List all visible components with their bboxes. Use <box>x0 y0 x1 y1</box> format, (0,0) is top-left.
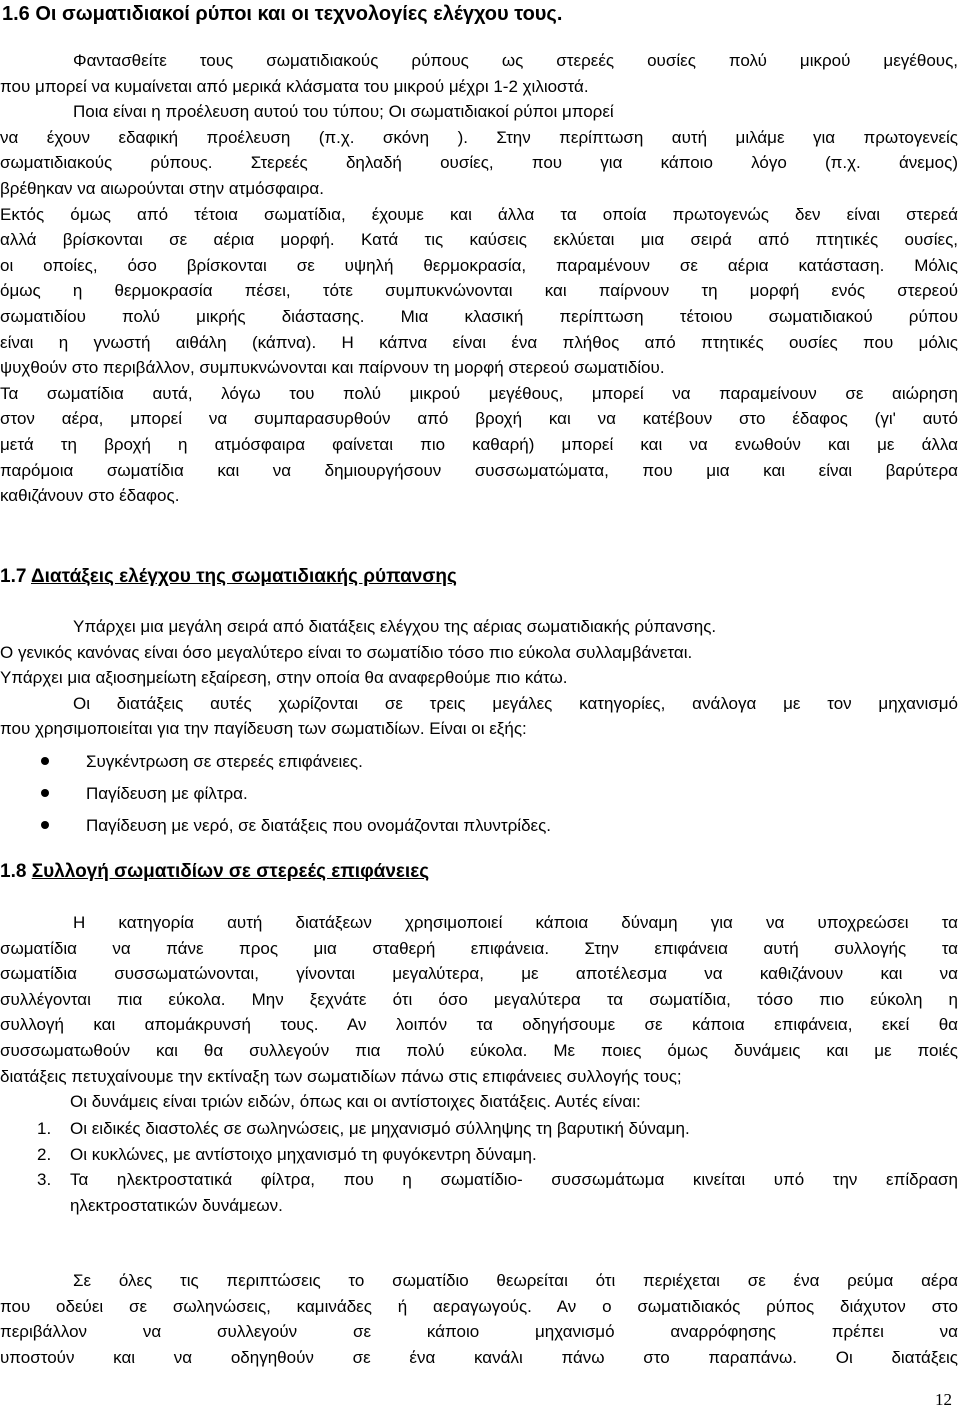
text-line: ψυχθούν στο περιβάλλον, συμπυκνώνονται και παίρνουν τη μορφή στερεού σωματιδίου. <box>0 358 665 378</box>
section-heading-1-7 <box>0 565 457 589</box>
text-line: Εκτός όμως από τέτοια σωματίδια, έχουμε και άλλα τα οποία πρωτογενώς δεν είναι στερεά <box>0 204 958 224</box>
list-item <box>0 1142 958 1168</box>
list-number: 1. <box>37 1119 52 1138</box>
bullet-icon <box>41 789 49 797</box>
text-line: βρέθηκαν να αιωρούνται στην ατμόσφαιρα. <box>0 178 324 198</box>
text-line: διατάξεις πετυχαίνουμε την εκτίναξη των σωματιδίων πάνω στις επιφάνειες συλλογής τους; <box>0 1066 682 1086</box>
text-line: συλλέγονται πια εύκολα. Μην ξεχνάτε ότι όσο μεγαλύτερα τα σωματίδια, τόσο πιο εύκολη η <box>0 989 958 1009</box>
bullet-icon <box>41 821 49 829</box>
text-line: υποστούν και να οδηγηθούν σε ένα κανάλι πάνω στο παραπάνω. Οι διατάξεις <box>0 1347 958 1367</box>
list-item <box>0 781 958 813</box>
list-item-text: ηλεκτροστατικών δυνάμεων. <box>70 1195 283 1215</box>
list-number: 2. <box>37 1144 52 1164</box>
text-line: συσσωματωθούν και θα συλλεγούν πια πολύ εύκολα. Με ποιες όμως δυνάμεις και με ποιές <box>0 1040 958 1060</box>
text-line: που οδεύει σε σωληνώσεις, καμινάδες ή αεραγωγούς. Αν ο σωματιδιακός ρύπος διάχυτον στο <box>0 1296 958 1316</box>
text-line: σωματίδια να πάνε προς μια σταθερή επιφάνεια. Στην επιφάνεια αυτή συλλογής τα <box>0 938 958 958</box>
section-number: 1.8 <box>0 861 32 882</box>
text-line: Η κατηγορία αυτή διατάξεων χρησιμοποιεί κάποια δύναμη για να υποχρεώσει τα <box>73 913 958 932</box>
list-item <box>0 813 958 845</box>
section-title: Διατάξεις ελέγχου της σωματιδιακής ρύπανσης <box>31 566 457 587</box>
section-heading-1-8 <box>0 860 429 884</box>
list-item-text: Οι κυκλώνες, με αντίστοιχο μηχανισμό τη φυγόκεντρη δύναμη. <box>70 1144 537 1164</box>
text-line: Σε όλες τις περιπτώσεις το σωματίδιο θεωρείται ότι περιέχεται σε ένα ρεύμα αέρα <box>73 1271 958 1290</box>
text-line: καθιζάνουν στο έδαφος. <box>0 486 180 506</box>
text-line: οι οποίες, όσο βρίσκονται σε υψηλή θερμοκρασία, παραμένουν σε αέρια κατάσταση. Μόλις <box>0 255 958 275</box>
text-line: σωματιδίου πολύ μικρής διάστασης. Μια κλασική περίπτωση τέτοιου σωματιδιακού ρύπου <box>0 306 958 326</box>
text-line: Οι διατάξεις αυτές χωρίζονται σε τρεις μεγάλες κατηγορίες, ανάλογα με τον μηχανισμό <box>73 693 958 713</box>
text-line: Τα σωματίδια αυτά, λόγω του πολύ μικρού μεγέθους, μπορεί να παραμείνουν σε αιώρηση <box>0 383 958 403</box>
text-line: που μπορεί να κυμαίνεται από μερικά κλάσματα του μικρού μέχρι 1-2 χιλιοστά. <box>0 76 589 96</box>
list-item-text: Παγίδευση με φίλτρα. <box>86 784 248 803</box>
numbered-list <box>0 1116 958 1218</box>
list-item <box>0 749 958 781</box>
text-line: σωματιδιακούς ρύπους. Στερεές δηλαδή ουσίες, που για κάποιο λόγο (π.χ. άνεμος) <box>0 153 958 173</box>
section-1-8-closing <box>0 1268 958 1370</box>
text-line: σωματίδια συσσωματώνονται, γίνονται μεγαλύτερα, με αποτέλεσμα να καθιζάνουν και να <box>0 964 958 984</box>
text-line: να έχουν εδαφική προέλευση (π.χ. σκόνη ). Στην περίπτωση αυτή μιλάμε για πρωτογενείς <box>0 127 958 147</box>
list-item <box>0 1116 958 1142</box>
section-title: Συλλογή σωματιδίων σε στερεές επιφάνειες <box>31 861 430 882</box>
section-1-8-body <box>0 910 958 1115</box>
text-line: Ο γενικός κανόνας είναι όσο μεγαλύτερο είναι το σωματίδιο τόσο πιο εύκολα συλλαμβάνεται. <box>0 642 693 662</box>
text-line: Υπάρχει μια αξιοσημείωτη εξαίρεση, στην οποία θα αναφερθούμε πιο κάτω. <box>0 668 568 688</box>
text-line: μετά τη βροχή η ατμόσφαιρα φαίνεται πιο καθαρή) μπορεί και να ενωθούν και με άλλα <box>0 434 958 454</box>
text-line: Φαντασθείτε τους σωματιδιακούς ρύπους ως στερεές ουσίες πολύ μικρού μεγέθους, <box>73 51 958 70</box>
section-heading-1-6: 1.6 Οι σωματιδιακοί ρύποι και οι τεχνολογίες ελέγχου τους. <box>2 3 563 25</box>
list-item <box>0 1167 958 1218</box>
text-line: όμως η θερμοκρασία πέσει, τότε συμπυκνώνονται και παίρνουν τη μορφή ενός στερεού <box>0 281 958 301</box>
text-line: αλλά βρίσκονται σε αέρια μορφή. Κατά τις καύσεις εκλύεται μια σειρά από πτητικές ουσίες, <box>0 230 958 250</box>
section-1-6-body <box>0 48 958 509</box>
text-line: συλλογή και απομάκρυνσή τους. Αν λοιπόν τα οδηγήσουμε σε κάποια επιφάνεια, εκεί θα <box>0 1015 958 1035</box>
page-number: 12 <box>935 1390 952 1409</box>
bullet-icon <box>41 757 49 765</box>
list-item-text: Τα ηλεκτροστατικά φίλτρα, που η σωματίδιο- συσσωμάτωμα κινείται υπό την επίδραση <box>70 1170 958 1190</box>
section-number: 1.7 <box>0 566 31 587</box>
list-item-text: Συγκέντρωση σε στερεές επιφάνειες. <box>86 752 363 771</box>
text-line: είναι η γνωστή αιθάλη (κάπνα). Η κάπνα είναι ένα πλήθος από πτητικές ουσίες που μόλις <box>0 332 958 352</box>
text-line: παρόμοια σωματίδια και να δημιουργήσουν συσσωματώματα, που μια και είναι βαρύτερα <box>0 460 958 480</box>
text-line: που χρησιμοποιείται για την παγίδευση των σωματιδίων. Είναι οι εξής: <box>0 719 527 739</box>
text-line: στον αέρα, μπορεί να συμπαρασυρθούν από βροχή και να κατέβουν στο έδαφος (γι' αυτό <box>0 409 958 429</box>
list-number: 3. <box>37 1170 52 1190</box>
list-item-text: Παγίδευση με νερό, σε διατάξεις που ονομάζονται πλυντρίδες. <box>86 816 552 835</box>
text-line: περιβάλλον να συλλεγούν σε κάποιο μηχανισμό αναρρόφησης πρέπει να <box>0 1322 958 1342</box>
section-1-7-body <box>0 614 958 742</box>
bullet-list <box>0 749 958 845</box>
text-line: Οι δυνάμεις είναι τριών ειδών, όπως και οι αντίστοιχες διατάξεις. Αυτές είναι: <box>70 1092 641 1112</box>
text-line: Ποια είναι η προέλευση αυτού του τύπου; Οι σωματιδιακοί ρύποι μπορεί <box>73 102 614 122</box>
text-line: Υπάρχει μια μεγάλη σειρά από διατάξεις ελέγχου της αέριας σωματιδιακής ρύπανσης. <box>73 617 717 636</box>
list-item-text: Οι ειδικές διαστολές σε σωληνώσεις, με μηχανισμό σύλληψης τη βαρυτική δύναμη. <box>70 1119 690 1138</box>
